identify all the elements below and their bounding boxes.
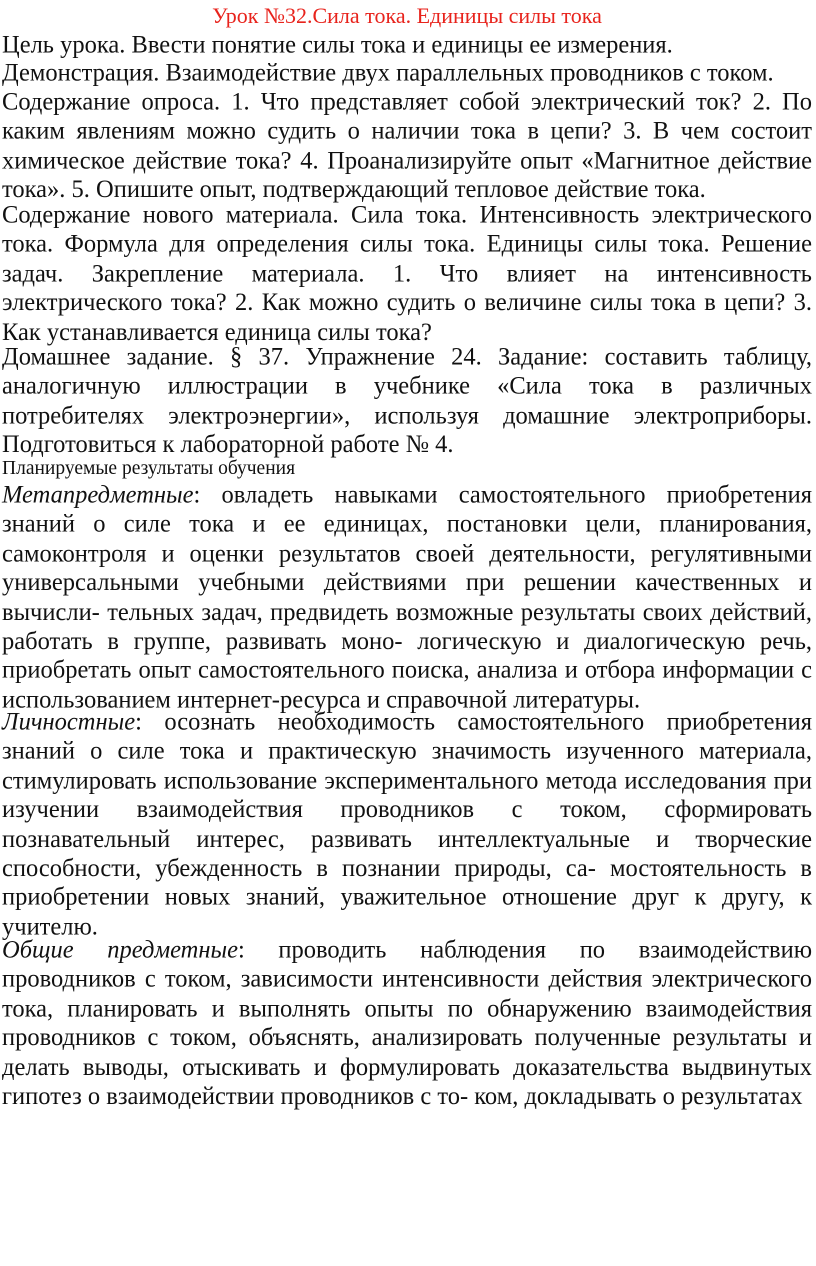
survey-content: Содержание опроса. 1. Что представляет собой электрический ток? 2. По каким явлениям можно судить о наличии тока в цепи? 3. В чем состоит химическое действие тока? 4. Проанализируйте опыт «Магнитное действие тока». 5. Опишите опыт, подтверждающий тепловое действие тока.: [2, 87, 812, 204]
planned-results-heading: Планируемые результаты обучения: [2, 458, 296, 480]
personal-text: : осознать необходимость самостоятельного приобретения знаний о силе тока и практическую значимость изученного материала, стимулировать использование экспериментального метода исследования при изучении взаимодействия проводников с током, сформировать познавательный интерес, развивать интеллектуальные и творческие способности, убежденность в познании природы, са- мостоятельность в приобретении новых знаний, уважительное отношение друг к другу, к учителю.: [2, 708, 812, 941]
personal-label: Личностные: [2, 708, 136, 737]
new-material-content: Содержание нового материала. Сила тока. Интенсивность электрического тока. Формула для определения силы тока. Единицы силы тока. Решение задач. Закрепление материала. 1. Что влияет на интенсивность электрического тока? 2. Как можно судить о величине силы тока в цепи? 3. Как устанавливается единица силы тока?: [2, 201, 812, 347]
general-subject-results: [2, 936, 812, 1112]
general-subject-label: Общие предметные: [2, 935, 238, 964]
lesson-goal: Цель урока. Ввести понятие силы тока и единицы ее измерения.: [2, 31, 673, 59]
lesson-demonstration: Демонстрация. Взаимодействие двух параллельных проводников с током.: [2, 59, 774, 88]
lesson-title: Урок №32.Сила тока. Единицы силы тока: [212, 3, 602, 28]
personal-results: [2, 708, 812, 942]
meta-subject-results: [2, 481, 812, 715]
document-page: [2, 0, 812, 1110]
general-subject-text: : проводить наблюдения по взаимодействию проводников с током, зависимости интенсивности действия электрического тока, планировать и выполнять опыты по обнаружению взаимодействия проводников с током, объяснять, анализировать полученные результаты и делать выводы, отыскивать и формулировать доказательства выдвинутых гипотез о взаимодействии проводников с то- ком, докладывать о результатах: [2, 935, 812, 1110]
meta-subject-text: : овладеть навыками самостоятельного приобретения знаний о силе тока и ее единицах, постановки цели, планирования, самоконтроля и оценки результатов своей деятельности, регулятивными универсальными учебными действиями при решении качественных и вычисли- тельных задач, предвидеть возможные результаты своих действий, работать в группе, развивать моно- логическую и диалогическую речь, приобретать опыт самостоятельного поиска, анализа и отбора информации с использованием интернет-ресурса и справочной литературы.: [2, 481, 812, 714]
homework: Домашнее задание. § 37. Упражнение 24. Задание: составить таблицу, аналогичную иллюстрации в учебнике «Сила тока в различных потребителях электроэнергии», используя домашние электроприборы. Подготовиться к лабораторной работе № 4.: [2, 343, 812, 460]
meta-subject-label: Метапредметные: [2, 481, 194, 509]
